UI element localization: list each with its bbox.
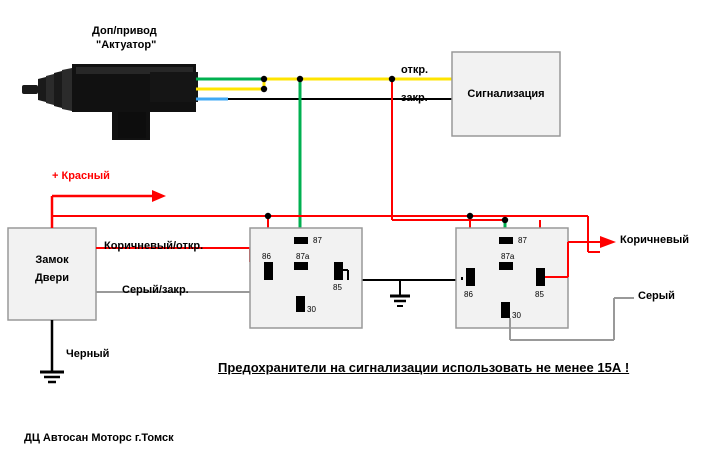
signal-open-label: откр. (401, 64, 429, 76)
relay-left-label-87: 87 (313, 236, 322, 245)
alarm-box-label: Сигнализация (467, 88, 545, 100)
relay-right-label-30: 30 (512, 311, 521, 320)
relay-right-label-87: 87 (518, 236, 527, 245)
relay-left-label-86: 86 (262, 252, 271, 261)
relay-right-pin-30 (501, 302, 510, 318)
footer-credit: ДЦ Автосан Моторс г.Томск (24, 432, 174, 444)
relay-right-pin-87a (499, 262, 513, 270)
actuator-caption-line1: Доп/привод (92, 25, 157, 37)
relay-right-label-87a: 87a (501, 252, 515, 261)
lock-box-label-line2: Двери (34, 272, 70, 284)
relay-left-pin-85 (334, 262, 343, 280)
relay-left-pin-86 (264, 262, 273, 280)
arrow-brown-out (600, 236, 616, 248)
relay-left-label-85: 85 (333, 283, 342, 292)
relay-left-label-30: 30 (307, 305, 316, 314)
warning-note: Предохранители на сигнализации использовать не менее 15А ! (218, 360, 630, 375)
relay-left-pin-87 (294, 237, 308, 244)
relay-left-label-87a: 87a (296, 252, 310, 261)
relay-left-pin-30 (296, 296, 305, 312)
wire-label-brown-open: Коричневый/откр. (104, 240, 204, 252)
wire-label-gray-out: Серый (638, 290, 675, 302)
wire-label-brown-out: Коричневый (620, 234, 689, 246)
wire-label-gray-close: Серый/закр. (122, 284, 189, 296)
relay-right-label-85: 85 (535, 290, 544, 299)
relay-right-pin-87 (499, 237, 513, 244)
relay-left-pin-87a (294, 262, 308, 270)
signal-close-label: закр. (401, 92, 428, 104)
actuator-graphic (22, 64, 198, 140)
relay-right-label-86: 86 (464, 290, 473, 299)
relay-right-pin-86 (466, 268, 475, 286)
lock-box-label-line1: Замок (35, 254, 69, 266)
wire-label-black: Черный (66, 348, 110, 360)
wire-label-plus-red: + Красный (52, 170, 110, 182)
arrow-red-supply (152, 190, 166, 202)
actuator-caption-line2: "Актуатор" (96, 39, 157, 51)
relay-right-pin-85 (536, 268, 545, 286)
